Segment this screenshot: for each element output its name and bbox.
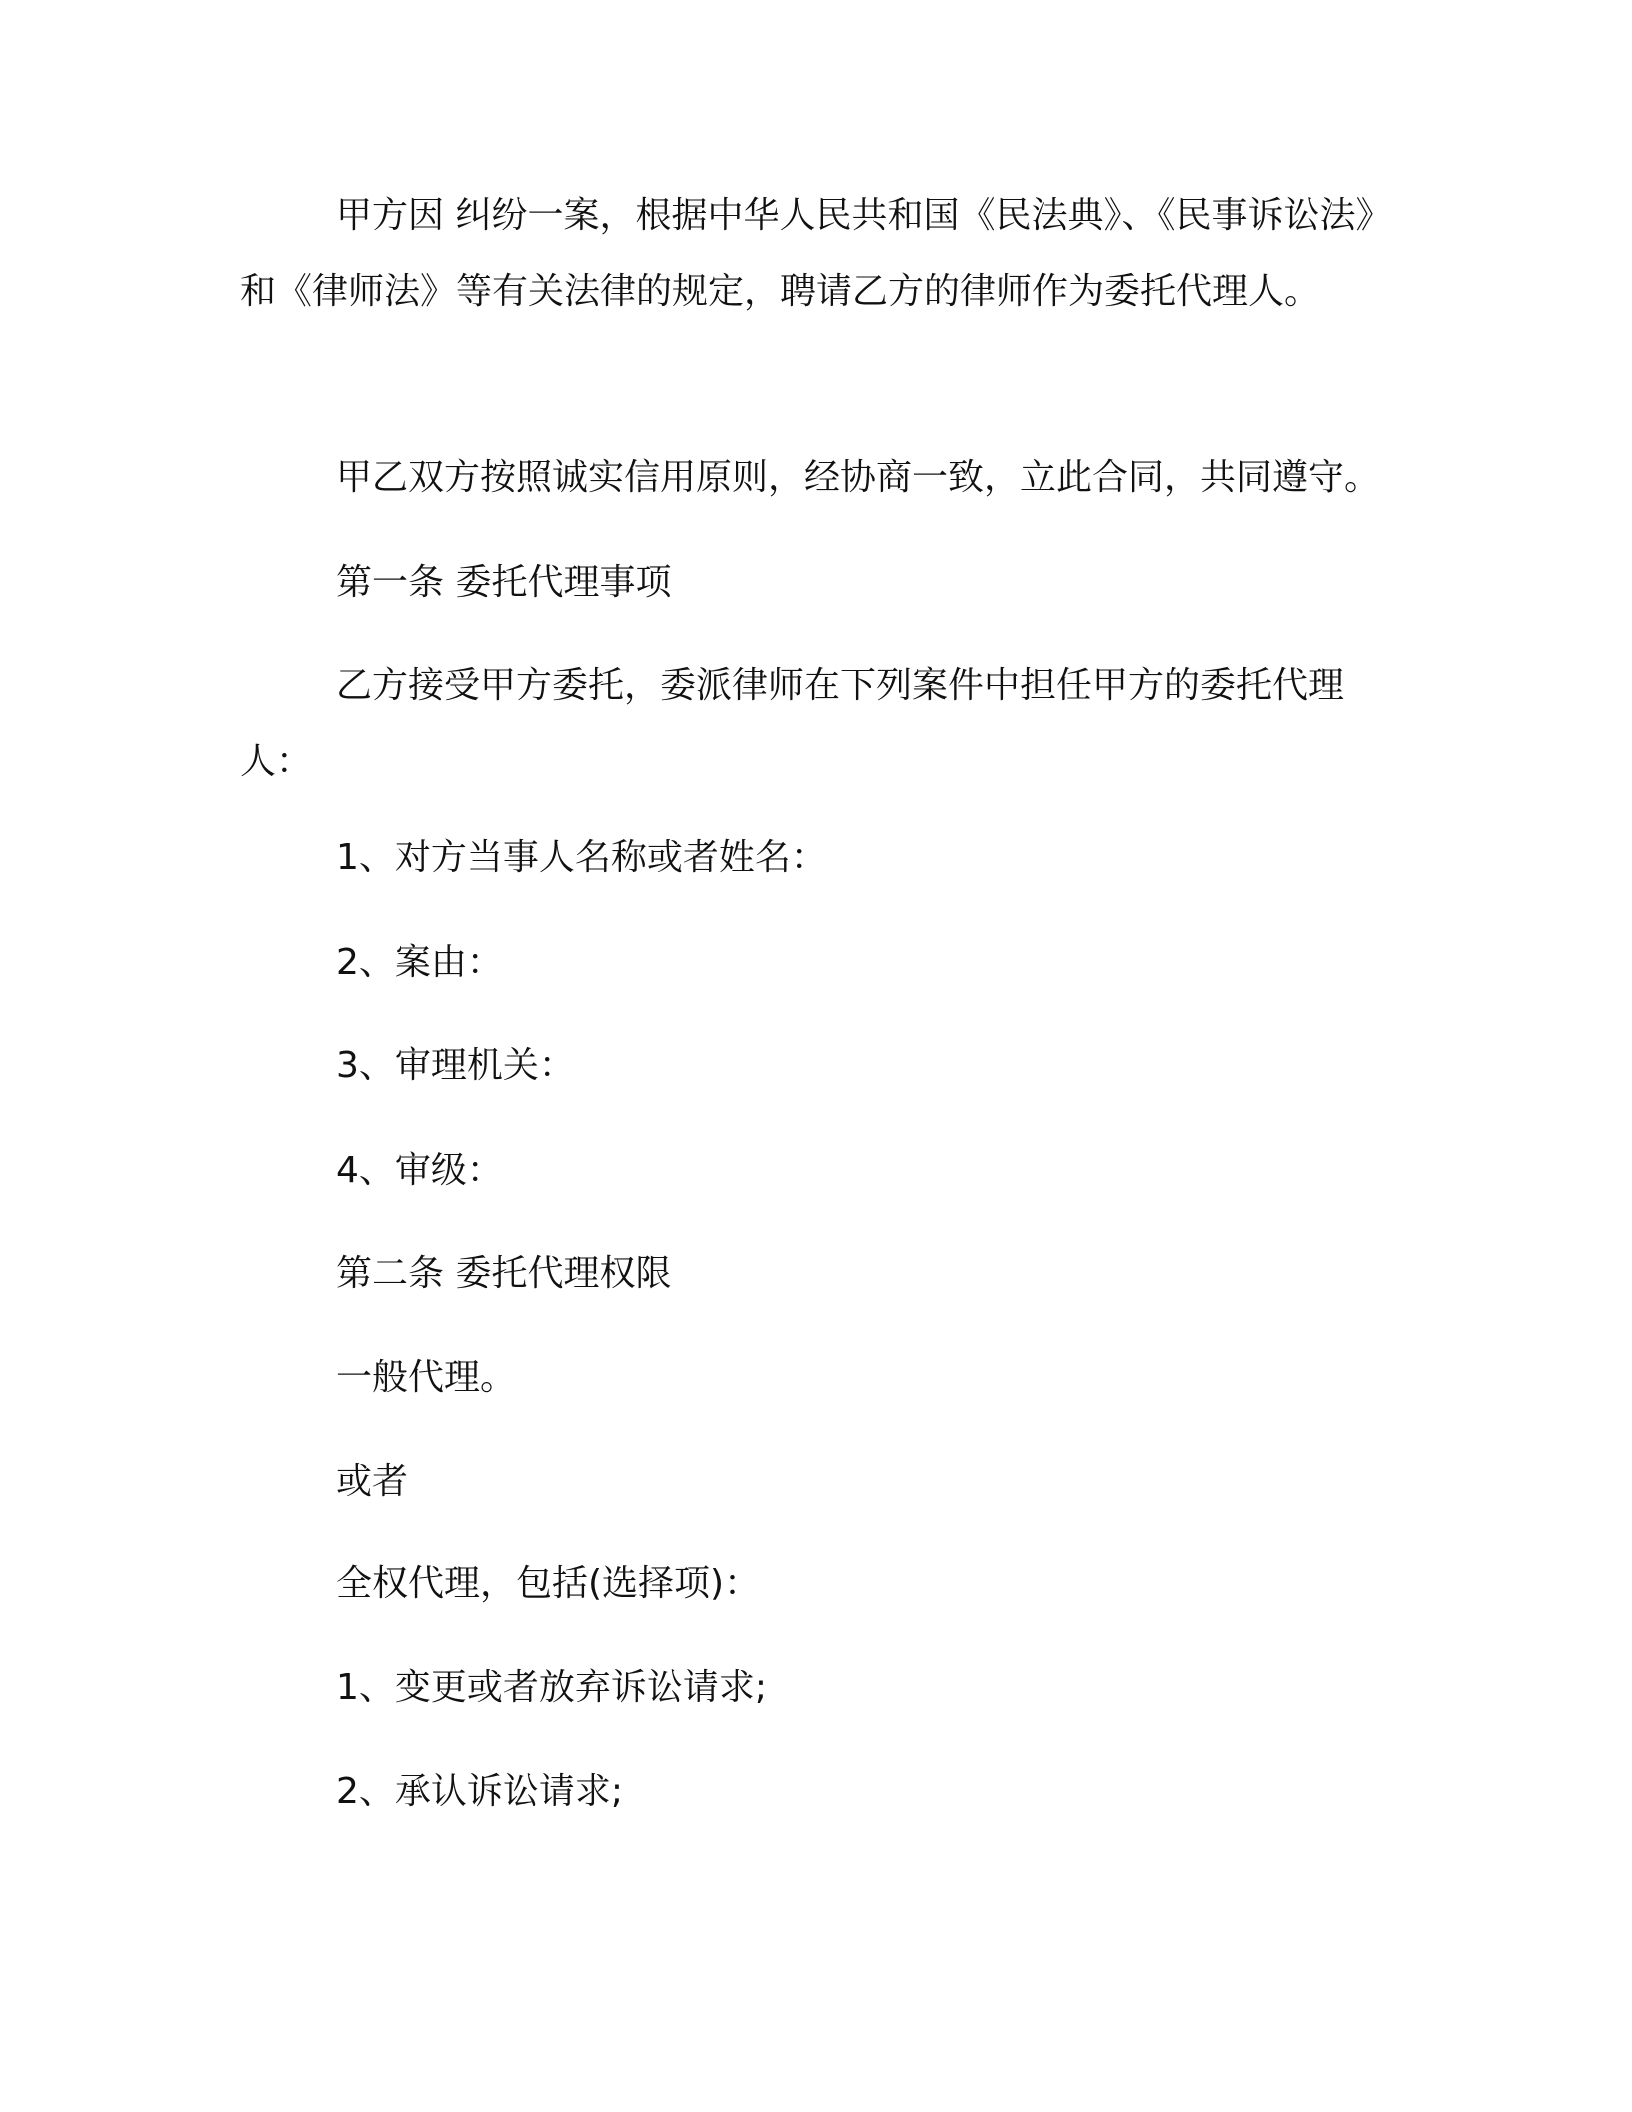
list-item-admit-claim: 2、承认诉讼请求; xyxy=(336,1771,624,1812)
paragraph-intro: 甲方因 纠纷一案，根据中华人民共和国《民法典》、《民事诉讼法》和《律师法》等有关法律的规定，聘请乙方的律师作为委托代理人。 xyxy=(240,195,1374,312)
paragraph-general-agency: 一般代理。 xyxy=(336,1357,517,1398)
article-2-heading: 第二条 委托代理权限 xyxy=(336,1253,672,1294)
article-1-heading: 第一条 委托代理事项 xyxy=(336,562,672,603)
list-item-cause-of-action: 2、案由： xyxy=(336,942,503,983)
list-item-trial-level: 4、审级： xyxy=(336,1150,503,1191)
paragraph-full-agency: 全权代理，包括(选择项)： xyxy=(336,1563,761,1604)
paragraph-acceptance: 乙方接受甲方委托，委派律师在下列案件中担任甲方的委托代理人： xyxy=(240,665,1345,782)
paragraph-or: 或者 xyxy=(336,1461,409,1502)
paragraph-good-faith: 甲乙双方按照诚实信用原则，经协商一致，立此合同，共同遵守。 xyxy=(336,457,1381,498)
list-item-change-claim: 1、变更或者放弃诉讼请求; xyxy=(336,1667,768,1708)
list-item-opposing-party: 1、对方当事人名称或者姓名： xyxy=(336,837,827,878)
list-item-trial-authority: 3、审理机关： xyxy=(336,1045,575,1086)
